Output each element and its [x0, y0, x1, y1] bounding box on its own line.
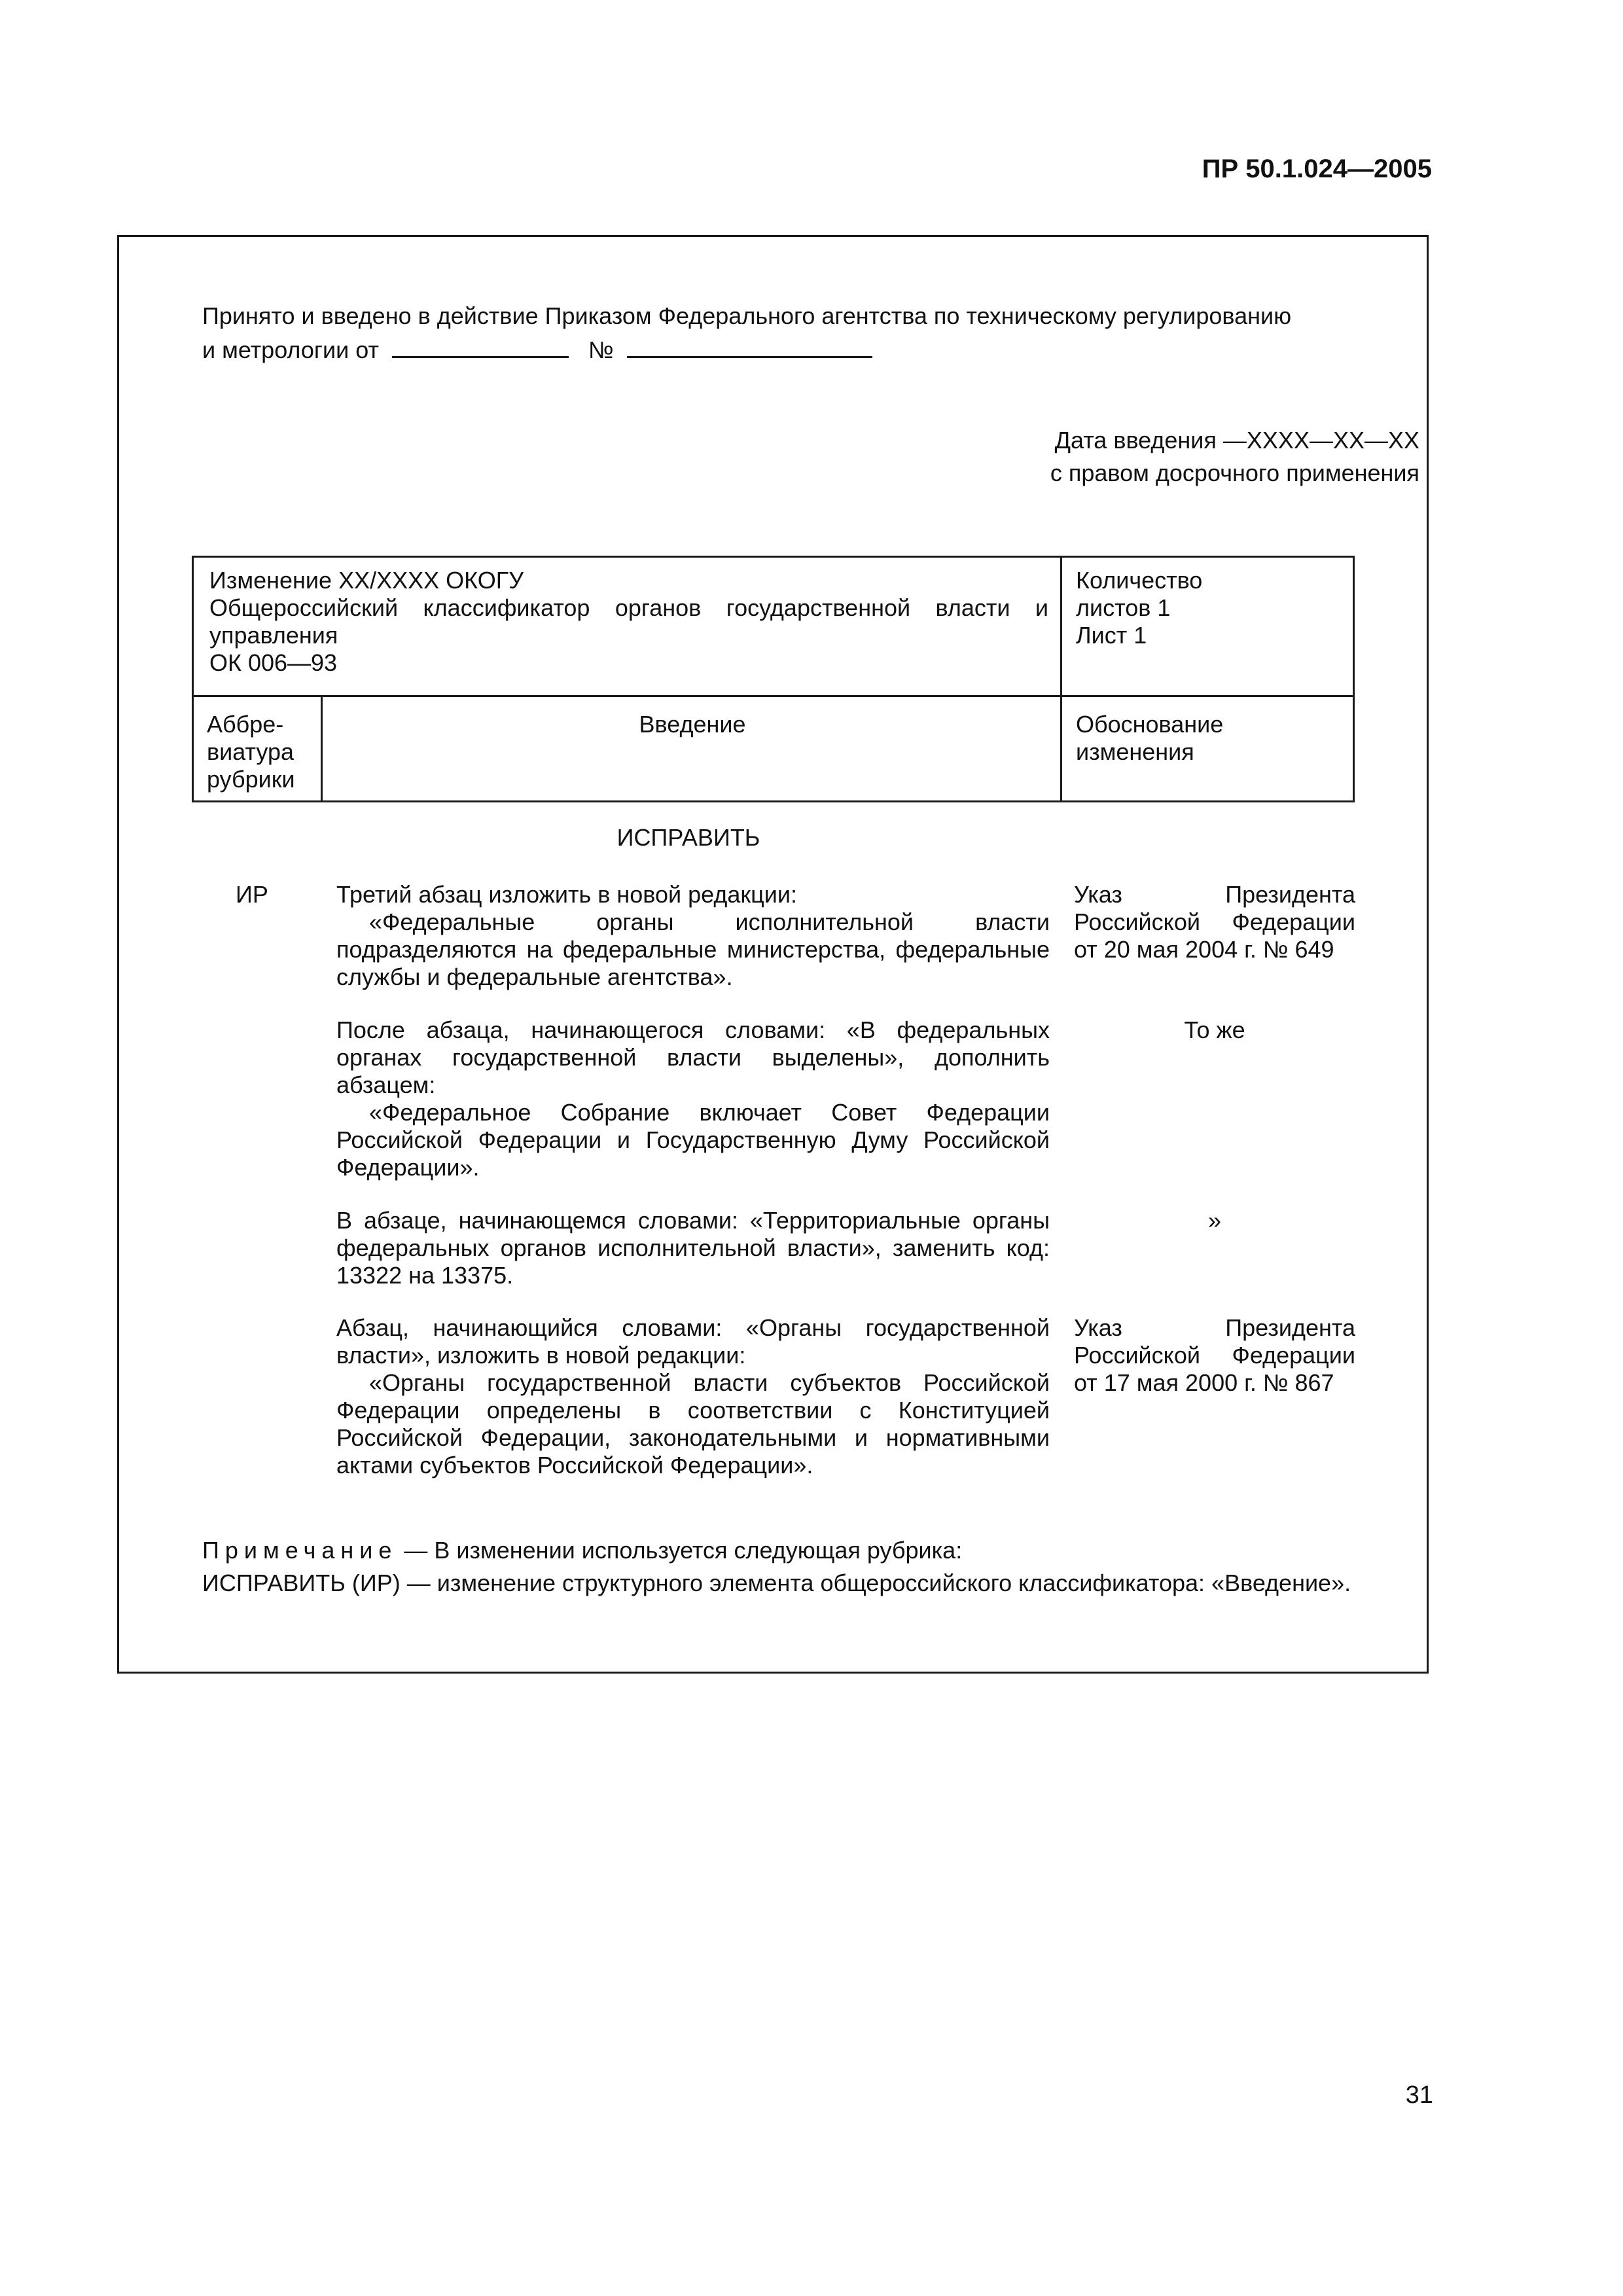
change-title-cell: [209, 567, 1048, 677]
note-line: [202, 1534, 1426, 1567]
column-header-section: Введение: [639, 711, 746, 738]
entry-basis: Указ Президента Российской Федерации от 20 мая 2004 г. № 649: [1074, 881, 1355, 963]
page-number: 31: [1405, 2081, 1433, 2109]
rubric-heading: ИСПРАВИТЬ: [616, 824, 760, 851]
order-number-blank: [627, 332, 872, 358]
entry-text: [336, 881, 1050, 991]
sheets-count: листов 1: [1076, 594, 1171, 621]
entry-abbreviation: ИР: [236, 881, 268, 908]
table-divider-right: [1060, 558, 1062, 800]
entry-paragraph: После абзаца, начинающегося словами: «В федеральных органах государственной власти выделены», дополнить абзацем:: [336, 1016, 1050, 1098]
adoption-line-1: Принято и введено в действие Приказом Федерального агентства по техническому регулированию: [202, 302, 1292, 329]
order-date-blank: [392, 332, 569, 358]
early-application-note: с правом досрочного применения: [1050, 459, 1419, 486]
adoption-statement: [202, 300, 1380, 367]
entry-text: [336, 1314, 1050, 1479]
table-divider-left: [321, 697, 323, 800]
classifier-name: Общероссийский классификатор органов государственной власти и управления: [209, 594, 1048, 649]
entry-paragraph: Третий абзац изложить в новой редакции:: [336, 881, 797, 908]
note-label: Примечание: [202, 1537, 398, 1564]
adoption-line-2: [202, 332, 1380, 367]
entry-basis: Указ Президента Российской Федерации от 17 мая 2000 г. № 867: [1074, 1314, 1355, 1396]
entry-text: [336, 1207, 1050, 1289]
note-text: — В изменении используется следующая рубрика:: [397, 1537, 963, 1564]
entry-paragraph: «Органы государственной власти субъектов Российской Федерации определены в соответствии с Конституцией Российской Федерации, законодательными и нормативными актами субъектов Российской Федерации».: [336, 1369, 1050, 1479]
column-header-basis: Обоснование изменения: [1076, 711, 1224, 765]
introduction-date-label: Дата введения —XXXX—XX—XX: [1054, 427, 1419, 454]
entry-paragraph: Абзац, начинающийся словами: «Органы государственной власти», изложить в новой редакции:: [336, 1314, 1050, 1369]
entry-paragraph: «Федеральные органы исполнительной власти подразделяются на федеральные министерства, федеральные службы и федеральные агентства».: [336, 908, 1050, 990]
entry-basis: »: [1207, 1207, 1222, 1234]
note-definition: ИСПРАВИТЬ (ИР) — изменение структурного элемента общероссийского классификатора: «Введение».: [202, 1570, 1351, 1596]
adoption-date-label: и метрологии от: [202, 336, 379, 363]
entry-text: [336, 1016, 1050, 1181]
note-block: [202, 1534, 1426, 1600]
introduction-date: [851, 424, 1419, 490]
change-title: Изменение XX/XXXX ОКОГУ: [209, 567, 524, 594]
sheets-label: Количество: [1076, 567, 1203, 594]
entry-basis: То же: [1184, 1016, 1245, 1043]
sheet-number: Лист 1: [1076, 622, 1147, 649]
sheets-cell: [1076, 567, 1338, 649]
entry-paragraph: В абзаце, начинающемся словами: «Территориальные органы федеральных органов исполнительной власти», заменить код: 13322 на 13375.: [336, 1207, 1050, 1289]
document-code: ПР 50.1.024—2005: [1202, 154, 1432, 183]
order-number-sign: №: [588, 336, 614, 363]
column-header-abbreviation: Аббре- виатура рубрики: [207, 711, 295, 793]
table-row-divider: [194, 695, 1353, 697]
classifier-code: ОК 006—93: [209, 649, 338, 676]
entry-paragraph: «Федеральное Собрание включает Совет Федерации Российской Федерации и Государственную Думу Российской Федерации».: [336, 1099, 1050, 1181]
change-header-table: [192, 556, 1355, 802]
